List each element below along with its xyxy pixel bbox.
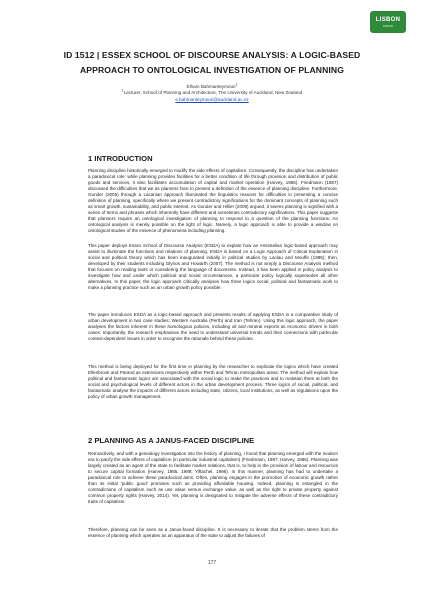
author-affiliation: Lecturer, School of Planning and Architecture, The University of Auckland, New Zealand [123, 90, 303, 96]
intro-paragraph-1: Planning discipline historically emerged to modify the side effects of capitalism. Consequently, the discipline has undertaken a paradoxical role: while planning provides facilities for a better condition of life through provision and distribution of public goods and services, it also facilitates accumulation of capital and market operation (Harvey, 1985). Friedmann (1987) discussed the difficulties that we as planners face to present a definition of the essence of planning discipline. Furthermore, Gunder (2005) through a Lacanian approach illuminated the linguistics reasons for difficulties in presenting a concise definition of planning, specifically where we present contradictory significations for the dominant concepts of planning such as smart growth, sustainability, and public interest. As Gunder and Hillier (2009) argued, it seems planning is signified with a series of terms and phrases which inherently have different and sometimes contradictory significations. This paper suggests that planners require an ontological investigation of planning to respond to a question of the planning functions. An ontological analysis is merely possible on the light of logic. Namely, a logic approach is able to provide a window on ontological studies of the essence of phenomena including planning. [88, 168, 338, 234]
paper-title: ID 1512 | ESSEX SCHOOL OF DISCOURSE ANALYSIS: A LOGIC-BASED APPROACH TO ONTOLOGICAL INVESTIGATION OF PLANNING [63, 50, 361, 75]
author-email-line [40, 97, 384, 103]
janus-paragraph-1: Retroactively, and with a genealogy investigation into the history of planning, I found that planning emerged with the modern era to pacify the side effects of capitalism (in particular industrial capitalism) (Friedmann, 1987; Harvey, 1985). Planning was largely created as an agent of the state to facilitate market relations, that is, to help in the provision of labour and resources to secure capital formation (Harvey, 1985, 1989; Yiftachel, 1998). In this manner, planning has had to undertake a paradoxical role to achieve these paradoxical aims. Often, planning engages in the promotion of economic growth rather than its initial 'public good' promises such as providing affordable housing. Indeed, planning is entangled in the contradictions of capitalism such as use value versus exchange value, as well as the right to private property against common property rights (Harvey, 2014). Yet, planning is designated to mitigate the adverse effects of these contradictory traits of capitalism. [88, 451, 338, 505]
section-heading-introduction: 1 INTRODUCTION [88, 154, 153, 163]
author-name: Elham Bahmanteymouri [186, 84, 236, 89]
affiliation-mark: 1 [121, 88, 124, 93]
janus-paragraph-2: Therefore, planning can be seen as a Janus-faced discipline. It is necessary to iterate that the problem stems from the essence of planning which operates as an apparatus of the state to adjust the failures of [88, 527, 338, 539]
author-affiliation-mark: 1 [235, 82, 238, 87]
page-number: 177 [207, 560, 217, 566]
logo-main-text: LISBON [375, 16, 401, 23]
conference-logo [370, 11, 406, 33]
logo-sub-text: ANPOP [382, 23, 394, 28]
author-block [40, 84, 384, 103]
intro-paragraph-3: The paper introduces ESDA as a logic-based approach and presents results of applying ESDA in a comparative study of urban development in two case studies: Western Australia (Perth) and Iran (Tehran). Using this logic approach, the paper analyses the factors inherent in these homologous policies, including oil and mineral exports as economic drivers in both cases. Importantly, the research emphasises the need to understand universal trends and their connections with particular context-dependent issues in order to recognise the rationale behind these policies. [88, 312, 338, 342]
intro-paragraph-2: This paper deploys Essex School of Discourse Analysis (ESDA) to explain how an Aristotelian logic-based approach may assist to illuminate the functions and relations of planning. ESDA is based on a Logic Approach of Critical Explanation in social and political theory which has been inaugurated initially in political studies by Laclau and Mouffe (1985); then, developed by their students including Glynos and Howarth (2007). The method is not simply a Discourse Analysis method that focuses on reading texts or considering the language of documents. Instead, it has been applied in policy analysis to investigate how and under which political and social circumstances, a particular policy logically supersedes all other alternatives. In this paper, the logic approach critically analyses how three logics social, political and fantasmatic work to make a planning practice such as an urban growth policy possible. [88, 243, 338, 291]
author-email-link[interactable]: e.bahmanteymouri@auckland.ac.nz [175, 96, 249, 102]
intro-paragraph-4: This method is being deployed for the first time in planning by the researcher to explicate the logics which have created Ellenbrook and Parand as extensions respectively within Perth and Tehran metropolitan areas. The method will explain how political and fantasmatic logics are associated with the social logic to make the practices and to maintain them at both the social and psychological levels of different actors in the urban development process. Three logics of social, political, and fantasmatic analyse the impacts of different actors including state, citizens, local institutions, as well as regulations upon the policy of urban growth management. [88, 364, 338, 400]
section-heading-janus: 2 PLANNING AS A JANUS-FACED DISCIPLINE [88, 436, 255, 445]
